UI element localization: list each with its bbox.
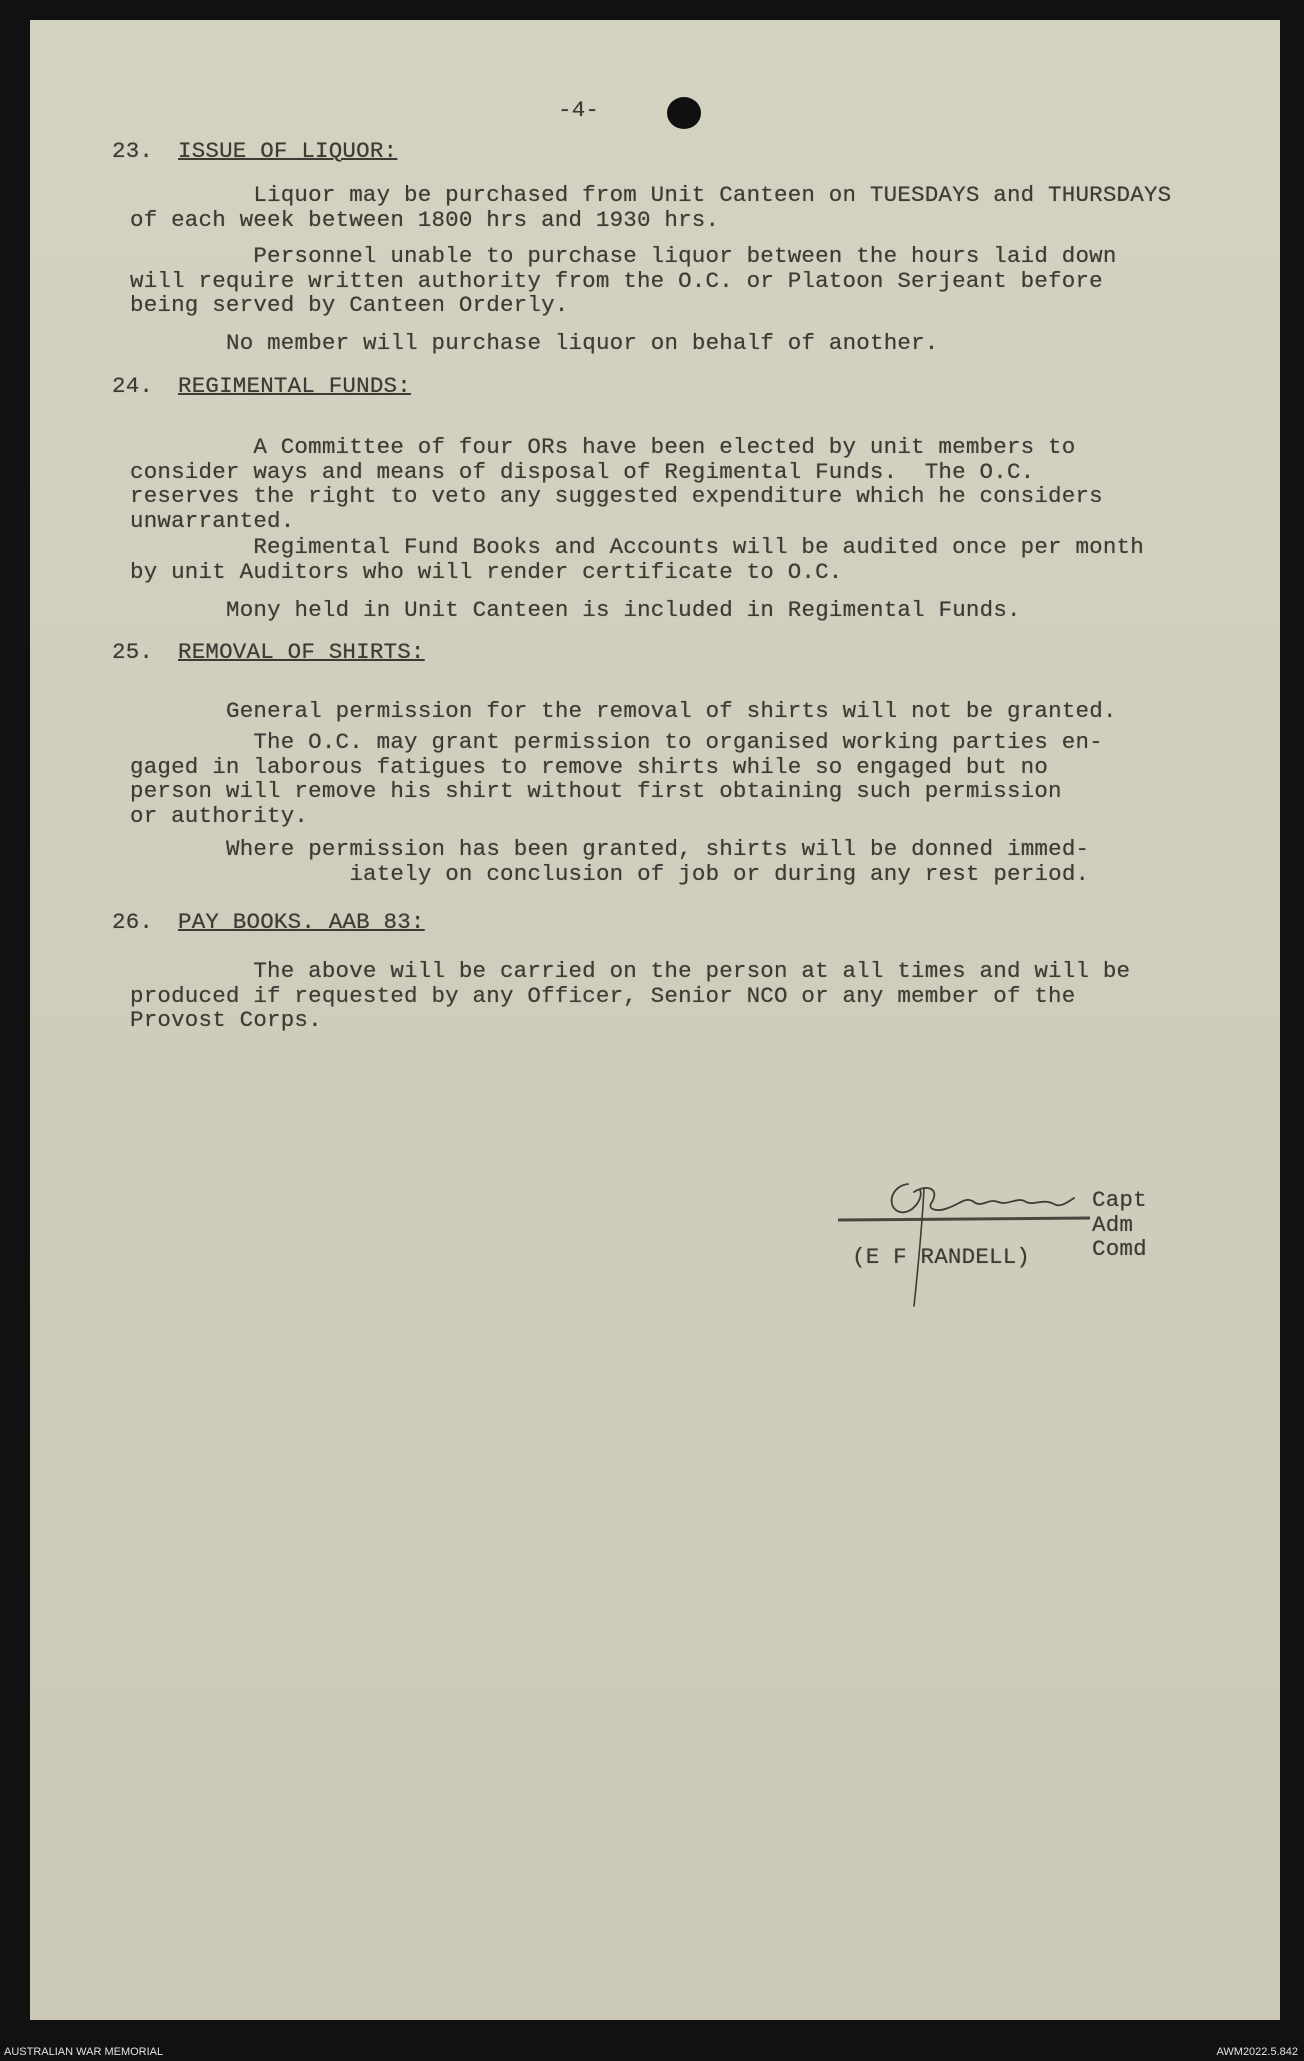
section-paragraph: Where permission has been granted, shirts will be donned immed- iately on conclusion of job or during any rest period. [226, 836, 1090, 887]
section-paragraph: Regimental Fund Books and Accounts will be audited once per month by unit Auditors who will render certificate to O.C. [130, 534, 1144, 585]
section-paragraph: Personnel unable to purchase liquor between the hours laid down will require written authority from the O.C. or Platoon Serjeant before being served by Canteen Orderly. [130, 243, 1117, 318]
punch-hole [667, 97, 701, 129]
section-number: 23. [112, 138, 154, 164]
section-number: 26. [112, 909, 154, 935]
section-paragraph: Liquor may be purchased from Unit Canteen on TUESDAYS and THURSDAYS of each week between 1800 hrs and 1930 hrs. [130, 182, 1172, 233]
footer-credit: AUSTRALIAN WAR MEMORIAL [4, 2046, 164, 2058]
document-page [30, 20, 1280, 2020]
footer-reference: AWM2022.5.842 [1216, 2046, 1298, 2058]
section-paragraph: A Committee of four ORs have been elected by unit members to consider ways and means of disposal of Regimental Funds. The O.C. reserves the right to veto any suggested expenditure which he considers unwarranted. [130, 434, 1103, 534]
section-paragraph: The above will be carried on the person at all times and will be produced if requested by any Officer, Senior NCO or any member of the Provost Corps. [130, 958, 1131, 1033]
page-number: -4- [558, 97, 600, 123]
section-paragraph: The O.C. may grant permission to organised working parties en- gaged in laborous fatigues to remove shirts while so engaged but no person will remove his shirt without first obtaining such permission or authority. [130, 729, 1103, 829]
signature-rank: Capt Adm Comd [1092, 1187, 1147, 1262]
signature-name: (E F RANDELL) [852, 1244, 1031, 1270]
handwritten-signature [828, 1168, 1118, 1318]
section-paragraph: Mony held in Unit Canteen is included in Regimental Funds. [226, 597, 1021, 623]
section-heading: REMOVAL OF SHIRTS: [178, 639, 425, 665]
section-heading: PAY BOOKS. AAB 83: [178, 909, 425, 935]
section-paragraph: No member will purchase liquor on behalf of another. [226, 330, 939, 356]
section-number: 24. [112, 373, 154, 399]
section-heading: REGIMENTAL FUNDS: [178, 373, 411, 399]
section-number: 25. [112, 639, 154, 665]
section-heading: ISSUE OF LIQUOR: [178, 138, 398, 164]
section-paragraph: General permission for the removal of shirts will not be granted. [226, 698, 1117, 724]
